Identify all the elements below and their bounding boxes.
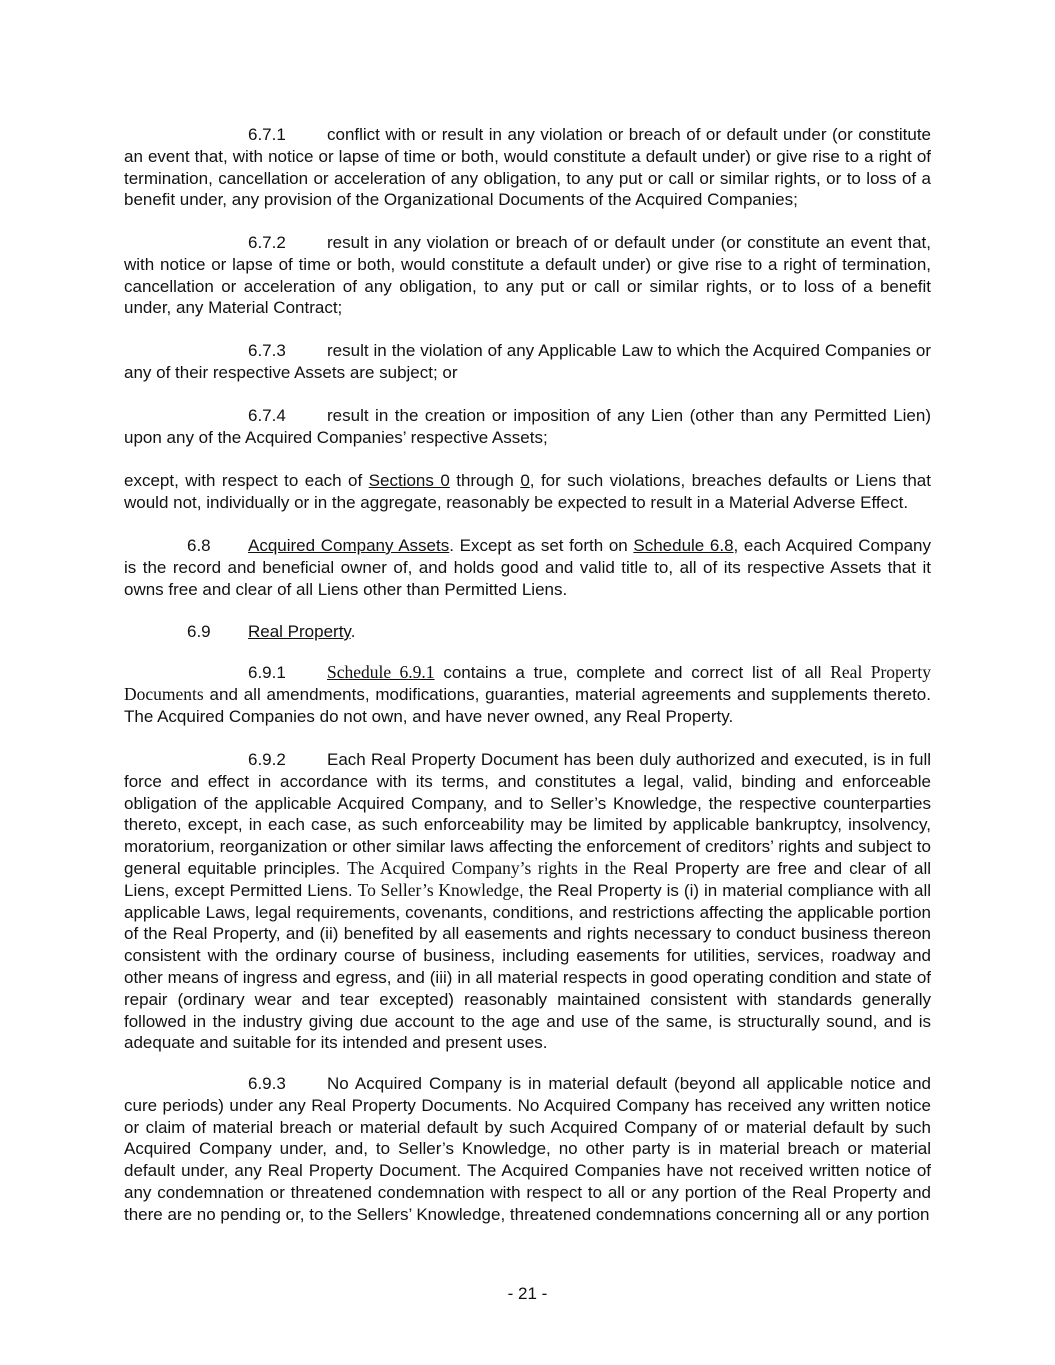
except-text-end: , for such violations, breaches defaults or Liens that would not, individually or in the aggregate, reasonably be expected to result in a Material Adverse Effect. <box>124 471 931 512</box>
section-number: 6.7.2 <box>248 233 286 252</box>
section-text-end: , each Acquired Company is the record and beneficial owner of, and holds good and valid title to, all of its respective Assets that it owns free and clear of all Liens other than Permitted Liens. <box>124 536 931 599</box>
page-number: - 21 - <box>507 1284 548 1303</box>
section-6-9-2 <box>124 749 931 1054</box>
schedule-reference: Schedule 6.9.1 <box>327 662 435 682</box>
section-number: 6.9.3 <box>248 1074 286 1093</box>
section-number: 6.7.1 <box>248 125 286 144</box>
serif-phrase: The Acquired Company’s rights in the <box>347 857 626 878</box>
section-6-9-3 <box>124 1073 931 1226</box>
section-text: contains a true, complete and correct list of all <box>434 663 831 682</box>
section-text-middle: Real Property are free and clear of all Liens, except Permitted Liens. <box>124 858 931 900</box>
section-6-7-4 <box>124 405 931 449</box>
section-heading: Real Property <box>248 622 351 641</box>
section-6-7-2 <box>124 232 931 319</box>
section-6-7-3 <box>124 340 931 384</box>
section-6-9 <box>124 621 931 643</box>
section-text: result in any violation or breach of or default under (or constitute an event that, with notice or lapse of time or both, would constitute a default under) or give rise to a right of termination, cancellation or acceleration of any obligation, to any put or call or similar rights, or to loss of a benefit under, any Material Contract; <box>124 233 931 318</box>
section-number: 6.9.1 <box>248 663 286 682</box>
section-text: conflict with or result in any violation or breach of or default under (or constitute an event that, with notice or lapse of time or both, would constitute a default under) or give rise to a right of termination, cancellation or acceleration of any obligation, to any put or call or similar rights, or to loss of a benefit under, any provision of the Organizational Documents of the Acquired Companies; <box>124 125 931 210</box>
section-number: 6.8 <box>187 536 211 555</box>
section-text: Each Real Property Document has been duly authorized and executed, is in full force and effect in accordance with its terms, and constitutes a legal, valid, binding and enforceable obligation of the applicable Acquired Company, and to Seller’s Knowledge, the respective counterparties thereto, except, in each case, as such enforceability may be limited by applicable bankruptcy, insolvency, moratorium, reorganization or other similar laws affecting the enforcement of creditors’ rights and subject to general equitable principles. <box>124 750 931 878</box>
section-text: result in the creation or imposition of any Lien (other than any Permitted Lien) upon any of the Acquired Companies’ respective Assets; <box>124 406 931 447</box>
section-text-end: and all amendments, modifications, guaranties, material agreements and supplements thereto. The Acquired Companies do not own, and have never owned, any Real Property. <box>124 684 931 726</box>
section-6-8 <box>124 535 931 600</box>
section-number: 6.9 <box>187 622 211 641</box>
sections-reference: Sections 0 <box>368 471 450 490</box>
section-reference: 0 <box>520 471 530 490</box>
serif-phrase-knowledge: To Seller’s Knowledge <box>357 879 519 900</box>
section-number: 6.7.4 <box>248 406 286 425</box>
section-text: No Acquired Company is in material default (beyond all applicable notice and cure periods) under any Real Property Documents. No Acquired Company has received any written notice or claim of material breach or material default by such Acquired Company of or material default by such Acquired Company under, and, to Seller’s Knowledge, no other party is in material breach or material default under, any Real Property Document. The Acquired Companies have not received written notice of any condemnation or threatened condemnation with respect to all or any portion of the Real Property and there are no pending or, to the Sellers’ Knowledge, threatened condemnations concerning all or any portion <box>124 1074 931 1224</box>
section-number: 6.7.3 <box>248 341 286 360</box>
section-6-7-1 <box>124 124 931 211</box>
section-text-end: , the Real Property is (i) in material compliance with all applicable Laws, legal requirements, covenants, conditions, and restrictions affecting the applicable portion of the Real Property, and (ii) benefited by all easements and rights necessary to conduct business thereon consistent with the ordinary course of business, including easements for utilities, services, roadway and other means of ingress and egress, and (iii) in all material respects in good operating condition and state of repair (ordinary wear and tear excepted) reasonably maintained consistent with standards generally followed in the industry giving due account to the age and use of the same, is structurally sound, and is adequate and suitable for its intended and present uses. <box>124 880 931 1053</box>
section-6-9-1 <box>124 662 931 727</box>
except-text-start: except, with respect to each of <box>124 471 369 490</box>
except-text-mid: through <box>449 471 521 490</box>
defined-term: Real Property Documents <box>124 662 931 704</box>
section-number: 6.9.2 <box>248 750 286 769</box>
section-heading: Acquired Company Assets <box>248 536 450 555</box>
heading-period: . <box>350 622 356 641</box>
section-text: result in the violation of any Applicable Law to which the Acquired Companies or any of their respective Assets are subject; or <box>124 341 931 382</box>
section-text: . Except as set forth on <box>449 536 634 555</box>
except-paragraph <box>124 470 931 514</box>
schedule-reference: Schedule 6.8 <box>633 536 734 555</box>
